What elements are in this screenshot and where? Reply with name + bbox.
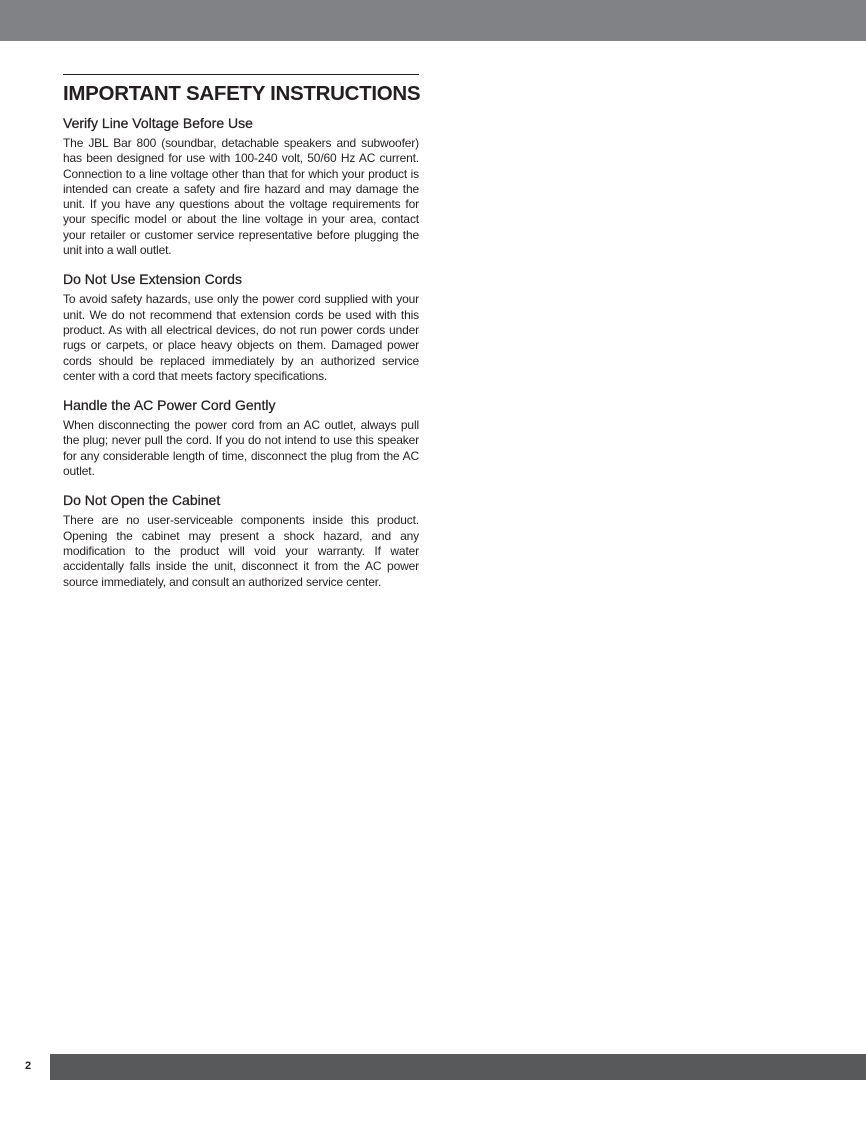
section-line-voltage (63, 115, 419, 258)
header-band (0, 0, 866, 41)
section-body: To avoid safety hazards, use only the power cord supplied with your unit. We do not recommend that extension cords be used with this product. As with all electrical devices, do not run power cords under rugs or carpets, or place heavy objects on them. Damaged power cords should be replaced immediately by an authorized service center with a cord that meets factory specifications. (63, 292, 419, 383)
section-extension-cords (63, 271, 419, 384)
safety-instructions (63, 74, 419, 590)
section-power-cord (63, 397, 419, 479)
section-heading: Handle the AC Power Cord Gently (63, 397, 276, 414)
section-cabinet (63, 492, 419, 589)
section-heading: Do Not Open the Cabinet (63, 492, 221, 509)
section-body: The JBL Bar 800 (soundbar, detachable speakers and subwoofer) has been designed for use with 100-240 volt, 50/60 Hz AC current. Connection to a line voltage other than that for which your product is intended can create a safety and fire hazard and may damage the unit. If you have any questions about the voltage requirements for your specific model or about the line voltage in your area, contact your retailer or customer service representative before plugging the unit into a wall outlet. (63, 136, 419, 258)
section-body: There are no user-serviceable components inside this product. Opening the cabinet may present a shock hazard, and any modification to the product will void your warranty. If water accidentally falls inside the unit, disconnect it from the AC power source immediately, and consult an authorized service center. (63, 513, 419, 589)
title-rule (63, 74, 419, 75)
section-heading: Verify Line Voltage Before Use (63, 115, 253, 131)
section-heading: Do Not Use Extension Cords (63, 271, 242, 288)
page-number: 2 (25, 1060, 32, 1072)
section-body: When disconnecting the power cord from an AC outlet, always pull the plug; never pull the cord. If you do not intend to use this speaker for any considerable length of time, disconnect the plug from the AC outlet. (63, 418, 419, 479)
footer-band (50, 1054, 866, 1080)
page-title: IMPORTANT SAFETY INSTRUCTIONS (63, 82, 421, 105)
